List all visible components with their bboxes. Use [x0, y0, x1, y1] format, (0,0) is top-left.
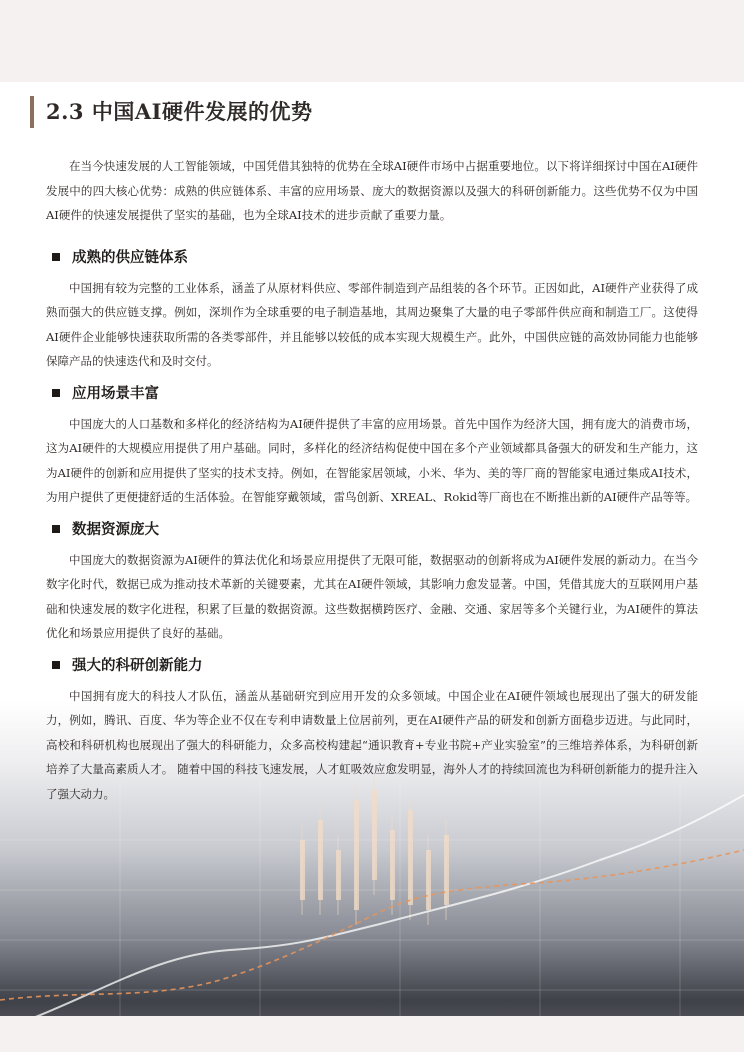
subsection-paragraph: 中国庞大的数据资源为AI硬件的算法优化和场景应用提供了无限可能，数据驱动的创新将成为AI硬件发展的新动力。在当今数字化时代，数据已成为推动技术革新的关键要素，尤其在AI硬件领域，其影响力愈发显著。中国，凭借其庞大的互联网用户基础和快速发展的数字化进程，积累了巨量的数据资源。这些数据横跨医疗、金融、交通、家居等多个关键行业，为AI硬件的算法优化和场景应用提供了良好的基础。 — [46, 552, 698, 640]
subsection-heading — [46, 514, 698, 544]
subsection-heading — [46, 378, 698, 408]
subsection-paragraph: 中国拥有较为完整的工业体系，涵盖了从原材料供应、零部件制造到产品组装的各个环节。正因如此，AI硬件产业获得了成熟而强大的供应链支撑。例如，深圳作为全球重要的电子制造基地，其周边聚集了大量的电子零部件供应商和制造工厂。这使得AI硬件企业能够快速获取所需的各类零部件，并且能够以较低的成本实现大规模生产。此外，中国供应链的高效协同能力也能够保障产品的快速迭代和及时交付。 — [46, 280, 698, 368]
section-title-accent-bar — [30, 96, 34, 128]
square-bullet-icon — [52, 525, 60, 533]
square-bullet-icon — [52, 661, 60, 669]
document-body — [46, 154, 698, 806]
intro-paragraph: 在当今快速发展的人工智能领域，中国凭借其独特的优势在全球AI硬件市场中占据重要地位。以下将详细探讨中国在AI硬件发展中的四大核心优势：成熟的供应链体系、丰富的应用场景、庞大的数据资源以及强大的科研创新能力。这些优势不仅为中国AI硬件的快速发展提供了坚实的基础，也为全球AI技术的进步贡献了重要力量。 — [46, 159, 698, 222]
subsection-title: 数据资源庞大 — [72, 522, 159, 538]
subsection-heading — [46, 242, 698, 272]
subsection-title: 应用场景丰富 — [72, 386, 159, 402]
section-title: 2.3 中国AI硬件发展的优势 — [46, 99, 313, 124]
subsection-title: 强大的科研创新能力 — [72, 658, 203, 674]
square-bullet-icon — [52, 253, 60, 261]
page-header-band — [0, 0, 744, 82]
subsection-heading — [46, 650, 698, 680]
subsection-paragraph: 中国庞大的人口基数和多样化的经济结构为AI硬件提供了丰富的应用场景。首先中国作为经济大国，拥有庞大的消费市场，这为AI硬件的大规模应用提供了用户基础。同时，多样化的经济结构促使中国在多个产业领域都具备强大的研发和生产能力，这为AI硬件的创新和应用提供了坚实的技术支持。例如，在智能家居领域，小米、华为、美的等厂商的智能家电通过集成AI技术，为用户提供了更便捷舒适的生活体验。在智能穿戴领域，雷鸟创新、XREAL、Rokid等厂商也在不断推出新的AI硬件产品等等。 — [46, 416, 698, 504]
subsection-paragraph: 中国拥有庞大的科技人才队伍，涵盖从基础研究到应用开发的众多领域。中国企业在AI硬件领域也展现出了强大的研发能力，例如，腾讯、百度、华为等企业不仅在专利申请数量上位居前列，更在AI硬件产品的研发和创新方面稳步迈进。与此同时，高校和科研机构也展现出了强大的科研能力，众多高校构建起“通识教育+专业书院+产业实验室”的三维培养体系，为科研创新培养了大量高素质人才。 随着中国的科技飞速发展，人才虹吸效应愈发明显，海外人才的持续回流也为科研创新能力的提升注入了强大动力。 — [46, 688, 698, 801]
page-footer-band — [0, 1016, 744, 1052]
square-bullet-icon — [52, 389, 60, 397]
subsection-title: 成熟的供应链体系 — [72, 250, 188, 266]
